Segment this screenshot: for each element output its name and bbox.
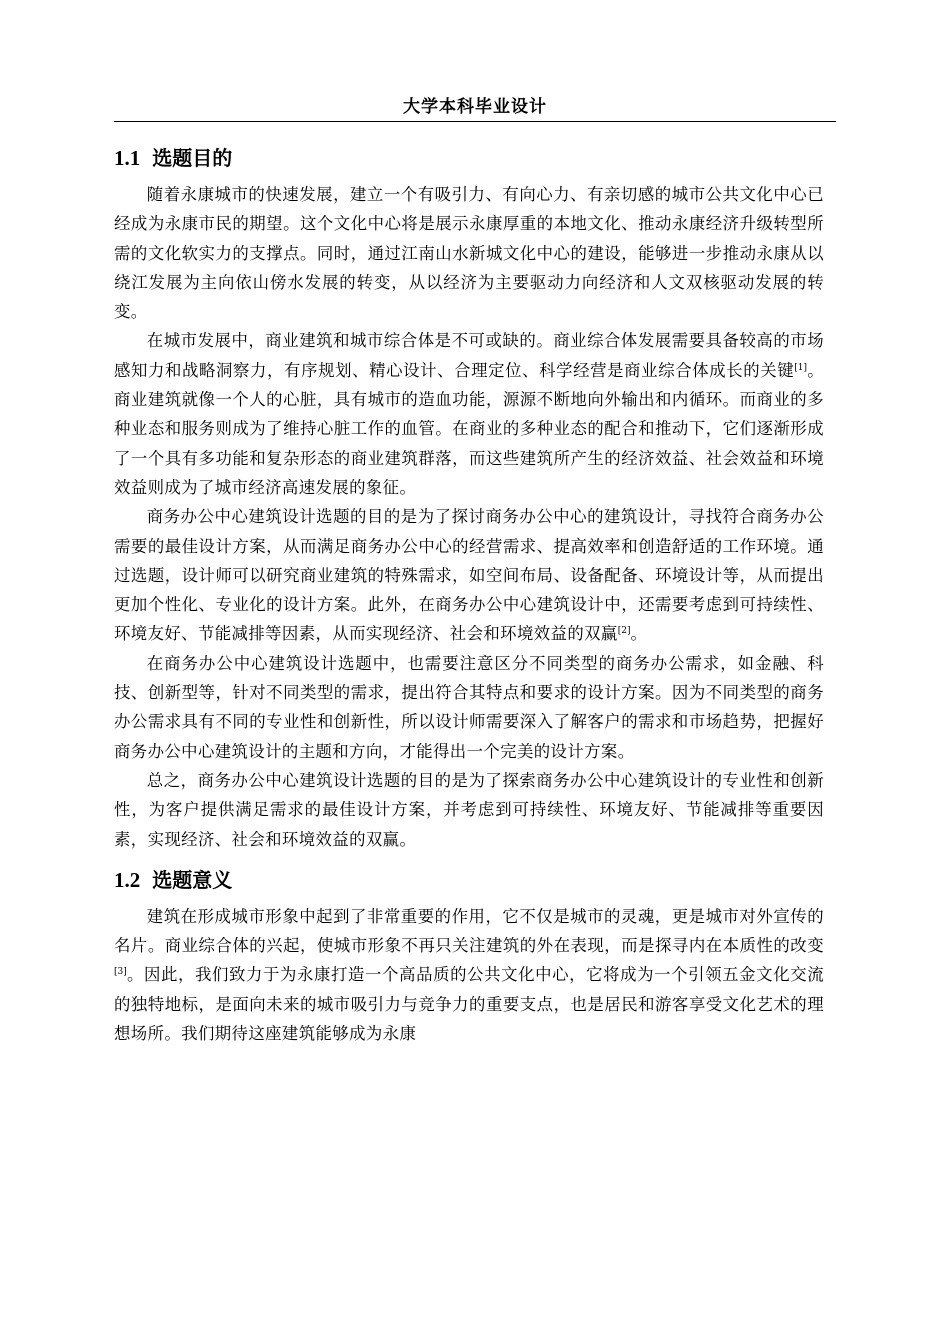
paragraph-text: 随着永康城市的快速发展，建立一个有吸引力、有向心力、有亲切感的城市公共文化中心已经成为永康市民的期望。这个文化中心将是展示永康厚重的本地文化、推动永康经济升级转型所需的文化软实力的支撑点。同时，通过江南山水新城文化中心的建设，能够进一步推动永康从以绕江发展为主向依山傍水发展的转变，从以经济为主要驱动力向经济和人文双核驱动发展的转变。 [114,185,824,322]
paragraph-text: 在城市发展中，商业建筑和城市综合体是不可或缺的。商业综合体发展需要具备较高的市场感知力和战略洞察力，有序规划、精心设计、合理定位、科学经营是商业综合体成长的关键 [114,331,824,380]
paragraph [114,180,824,326]
paragraph-text: 。商业建筑就像一个人的心脏，具有城市的造血功能，源源不断地向外输出和内循环。而商业的多种业态和服务则成为了维持心脏工作的血管。在商业的多种业态的配合和推动下，它们逐渐形成了一个具有多功能和复杂形态的商业建筑群落，而这些建筑所产生的经济效益、社会效益和环境效益则成为了城市经济高速发展的象征。 [114,360,825,497]
paragraph-text: 在商务办公中心建筑设计选题中，也需要注意区分不同类型的商务办公需求，如金融、科技、创新型等，针对不同类型的需求，提出符合其特点和要求的设计方案。因为不同类型的商务办公需求具有不同的专业性和创新性，所以设计师需要深入了解客户的需求和市场趋势，把握好商务办公中心建筑设计的主题和方向，才能得出一个完美的设计方案。 [114,653,824,761]
paragraph [114,326,824,502]
citation-ref: [2] [617,626,631,637]
paragraph [114,649,824,766]
section-number: 1.1 [114,146,141,170]
citation-ref: [1] [794,362,807,373]
paragraph-text: 总之，商务办公中心建筑设计选题的目的是为了探索商务办公中心建筑设计的专业性和创新性，为客户提供满足需求的最佳设计方案，并考虑到可持续性、环境友好、节能减排等重要因素，实现经济、社会和环境效益的双赢。 [114,770,824,849]
paragraph [114,902,824,1048]
paragraph [114,766,824,854]
paragraph-text: 。 [630,624,648,644]
paragraph-text: 建筑在形成城市形象中起到了非常重要的作用，它不仅是城市的灵魂，更是城市对外宣传的名片。商业综合体的兴起，使城市形象不再只关注建筑的外在表现，而是探寻内在本质性的改变 [114,906,824,956]
running-header-title: 大学本科毕业设计 [403,97,547,117]
section-title: 选题目的 [152,146,233,170]
paragraph-text: 商务办公中心建筑设计选题的目的是为了探讨商务办公中心的建筑设计，寻找符合商务办公需要的最佳设计方案，从而满足商务办公中心的经营需求、提高效率和创造舒适的工作环境。通过选题，设计师可以研究商业建筑的特殊需求，如空间布局、设备配备、环境设计等，从而提出更加个性化、专业化的设计方案。此外，在商务办公中心建筑设计中，还需要考虑到可持续性、环境友好、节能减排等因素，从而实现经济、社会和环境效益的双赢 [114,507,824,644]
paragraph-text: 。因此，我们致力于为永康打造一个高品质的公共文化中心，它将成为一个引领五金文化交流的独特地标，是面向未来的城市吸引力与竞争力的重要支点，也是居民和游客享受文化艺术的理想场所。我们期待这座建筑能够成为永康 [114,965,824,1044]
page-content [114,140,824,1048]
paragraph [114,502,824,648]
section-heading [114,140,824,176]
header-rule [114,121,836,122]
citation-ref: [3] [114,967,127,978]
section-title: 选题意义 [152,867,233,892]
section-number: 1.2 [114,867,141,892]
section-1-2 [114,862,824,1048]
section-1-1 [114,140,824,854]
section-heading [114,862,824,898]
